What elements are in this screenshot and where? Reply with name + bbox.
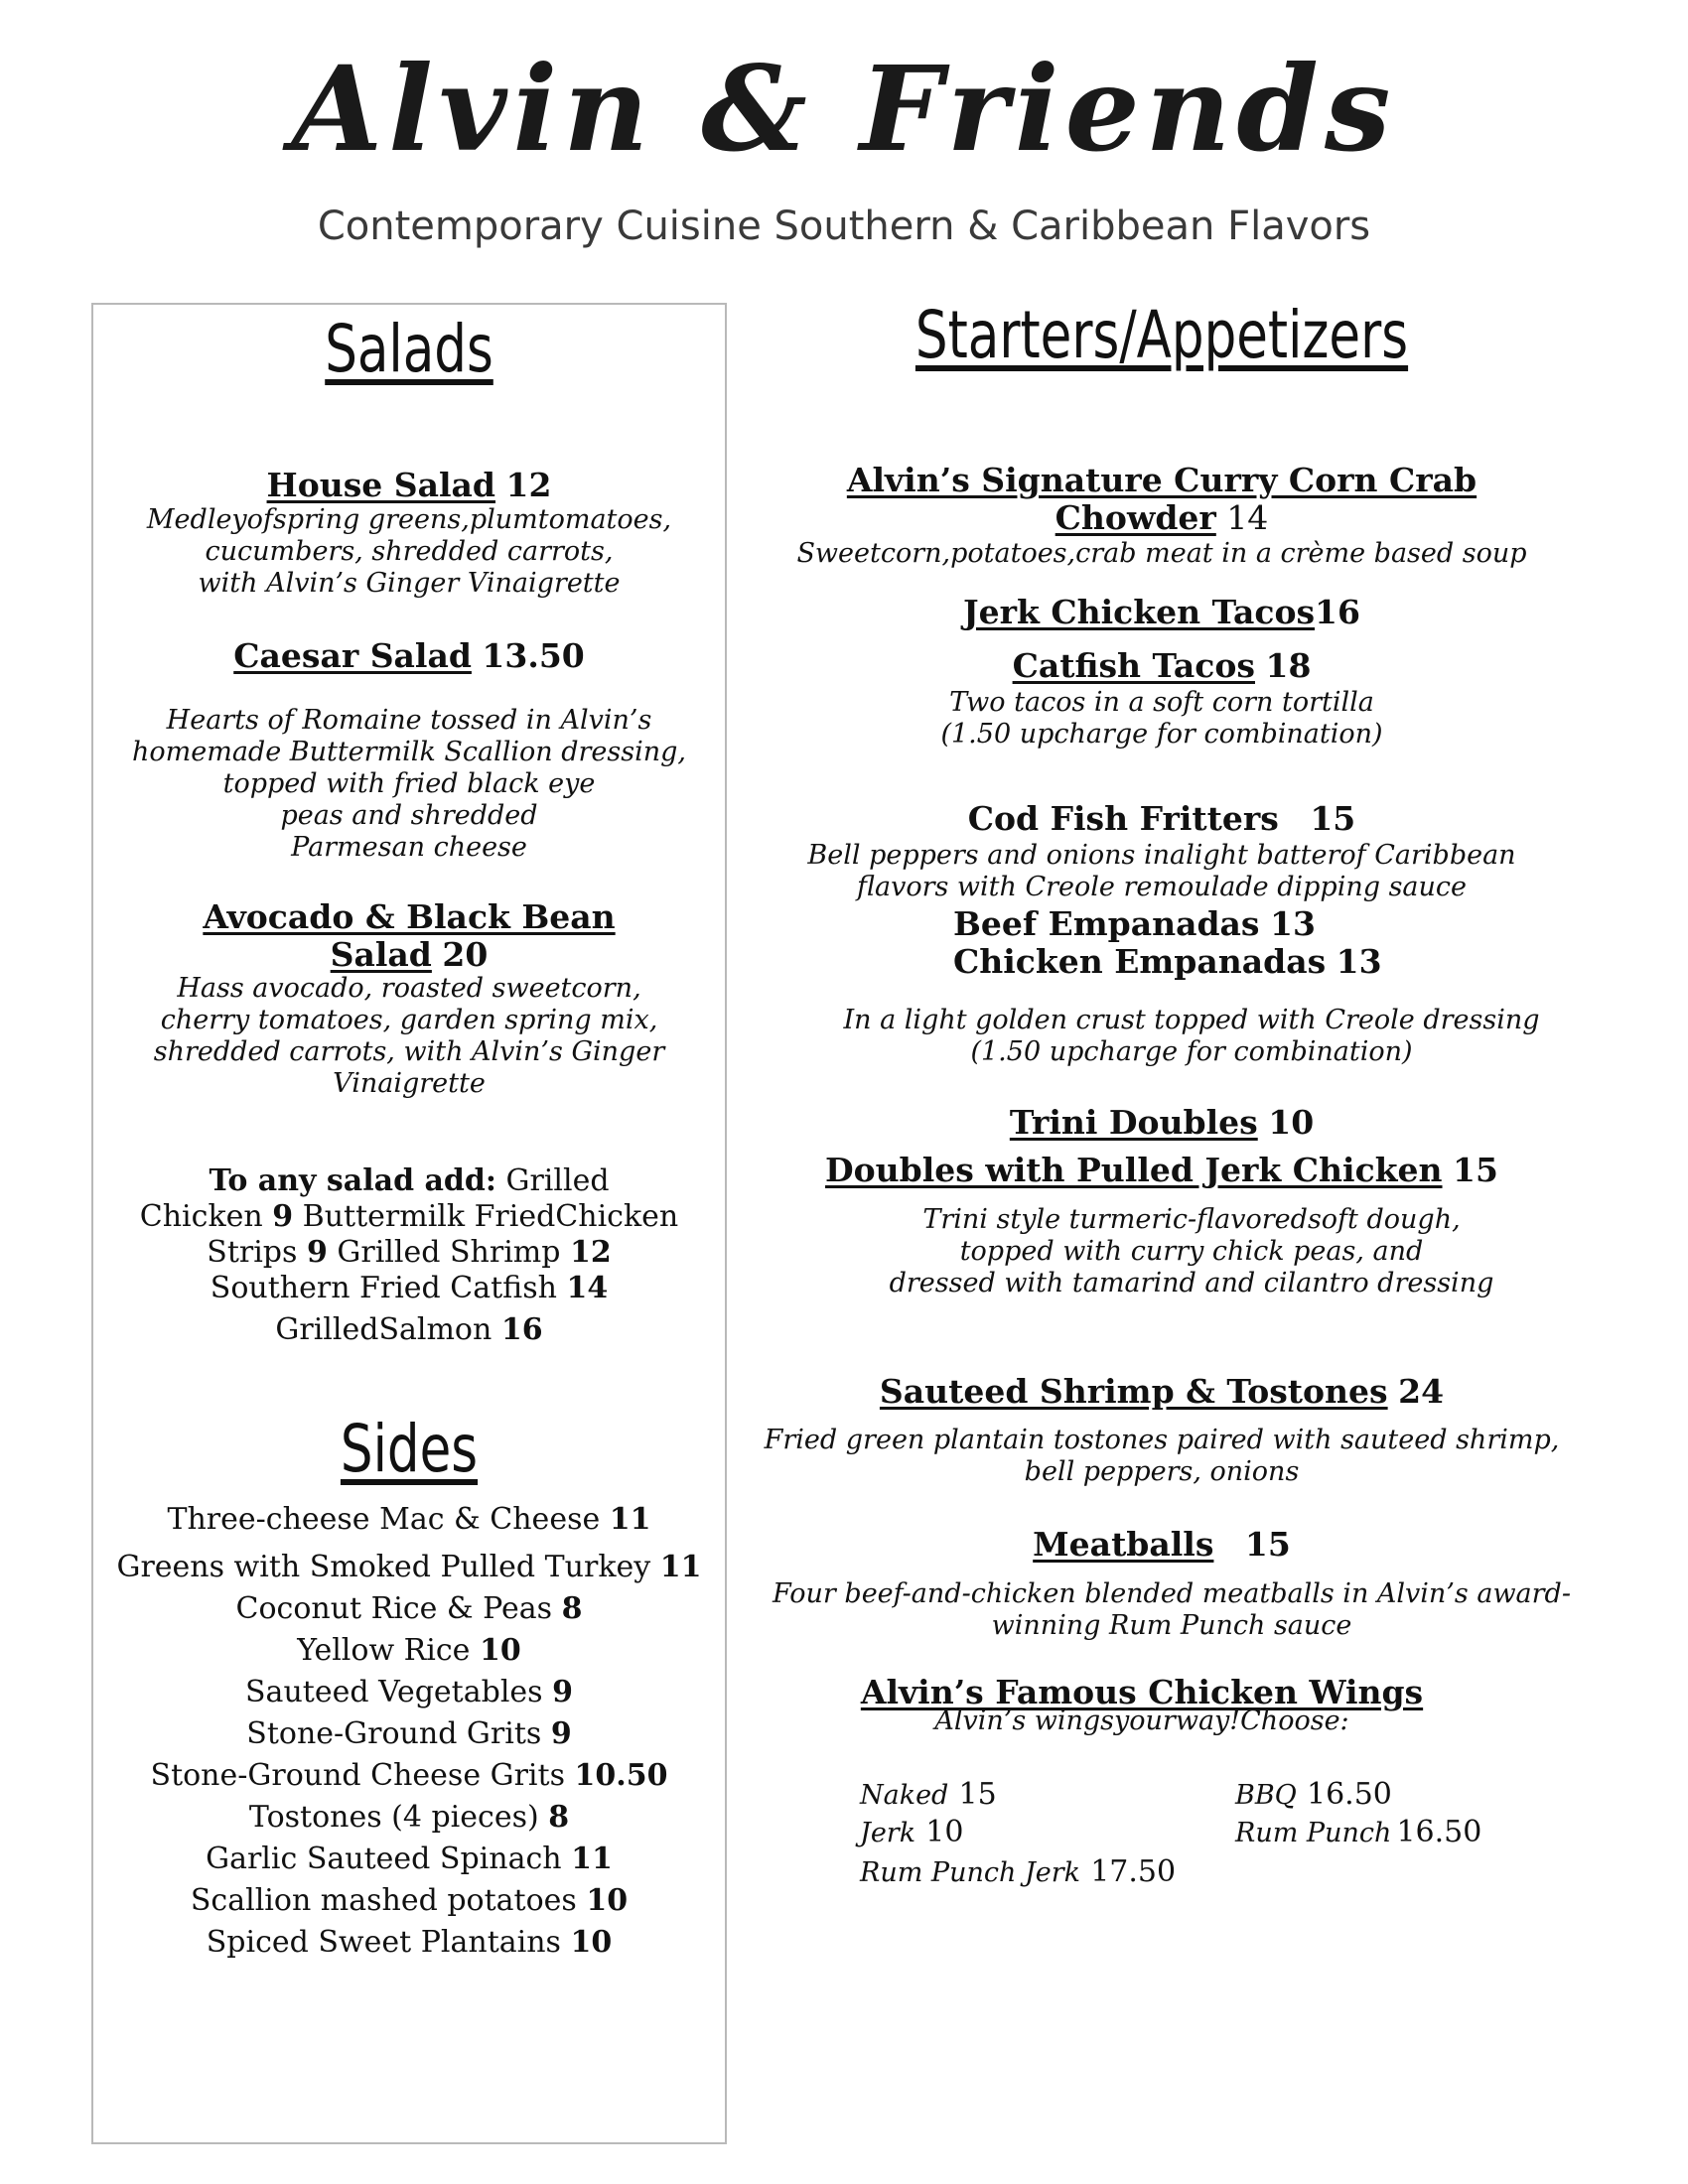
shrimp-title — [755, 1373, 1569, 1411]
caesar-salad-title — [91, 637, 727, 675]
desc-line: Parmesan cheese — [291, 832, 527, 863]
item-name: Doubles with Pulled Jerk Chicken — [825, 1151, 1443, 1189]
fritters-desc — [755, 840, 1569, 903]
doubles-title — [755, 1104, 1569, 1142]
desc-line: In a light golden crust topped with Creole dressing — [843, 1005, 1540, 1035]
desc-line: (1.50 upcharge for combination) — [970, 1036, 1413, 1067]
addon-price: 14 — [566, 1271, 609, 1305]
desc-line: topped with fried black eye — [222, 768, 596, 799]
wing-option: BBQ 16.50 — [1235, 1777, 1392, 1812]
wing-option: Naked 15 — [860, 1777, 997, 1812]
item-name: House Salad — [266, 466, 495, 504]
item-price: 24 — [1398, 1372, 1445, 1411]
house-salad-desc — [91, 504, 727, 600]
list-item: Tostones (4 pieces) 8 — [248, 1800, 570, 1835]
addon-text: Chicken — [139, 1199, 263, 1234]
desc-line: bell peppers, onions — [1024, 1456, 1300, 1487]
wing-option: Rum Punch 16.50 — [1235, 1815, 1482, 1849]
catfish-tacos-desc — [755, 687, 1569, 751]
desc-line: Two tacos in a soft corn tortilla — [949, 687, 1374, 718]
sides-list — [91, 1499, 727, 1964]
addon-price: 9 — [272, 1199, 294, 1234]
house-salad-title — [91, 467, 727, 504]
item-name-line1: Alvin’s Signature Curry Corn Crab — [846, 461, 1477, 499]
wing-option: Rum Punch Jerk 17.50 — [860, 1854, 1177, 1889]
desc-line: with Alvin’s Ginger Vinaigrette — [198, 568, 621, 599]
item-name-line1: Avocado & Black Bean — [203, 897, 616, 936]
desc-line: flavors with Creole remoulade dipping sauce — [856, 872, 1468, 902]
desc-line: Hearts of Romaine tossed in Alvin’s — [166, 705, 652, 736]
desc-line: winning Rum Punch sauce — [991, 1610, 1352, 1641]
addons-line — [91, 1271, 727, 1306]
item-price: 15 — [1310, 799, 1356, 838]
empanadas-desc — [784, 1005, 1599, 1068]
jerk-tacos-title — [755, 594, 1569, 631]
item-name: Jerk Chicken Tacos — [963, 593, 1316, 631]
addon-text: GrilledSalmon — [275, 1312, 492, 1347]
addon-text: Grilled — [505, 1163, 610, 1198]
item-price: 13 — [1336, 942, 1382, 981]
desc-line: Fried green plantain tostones paired with sauteed shrimp, — [764, 1425, 1560, 1455]
addon-text: Strips — [207, 1235, 298, 1270]
list-item: Scallion mashed potatoes 10 — [190, 1883, 629, 1918]
wing-option: Jerk 10 — [860, 1815, 964, 1849]
addons-label: To any salad add: — [209, 1163, 496, 1198]
item-name: Meatballs — [1033, 1525, 1214, 1564]
starters-heading: Starters/Appetizers — [914, 297, 1409, 373]
item-price: 16 — [1315, 593, 1360, 631]
addon-price: 9 — [306, 1235, 328, 1270]
chowder-title — [755, 462, 1569, 537]
empanadas-titles — [953, 905, 1450, 981]
desc-line: Medleyofspring greens,plumtomatoes, — [146, 504, 672, 535]
desc-line: cherry tomatoes, garden spring mix, — [160, 1005, 658, 1035]
item-name: Sauteed Shrimp & Tostones — [879, 1372, 1388, 1411]
list-item: Spiced Sweet Plantains 10 — [206, 1925, 613, 1960]
doubles-desc — [784, 1204, 1599, 1299]
list-item: Stone-Ground Grits 9 — [246, 1716, 572, 1751]
item-name: Caesar Salad — [233, 636, 472, 675]
desc-line: (1.50 upcharge for combination) — [940, 719, 1383, 750]
item-name: Cod Fish Fritters — [967, 799, 1279, 838]
item-price: 12 — [505, 466, 552, 504]
shrimp-desc — [755, 1425, 1569, 1488]
desc-line: topped with curry chick peas, and — [959, 1236, 1424, 1267]
desc-line: homemade Buttermilk Scallion dressing, — [131, 737, 687, 767]
meatballs-title — [755, 1526, 1569, 1564]
item-price: 15 — [1244, 1525, 1291, 1564]
item-name: Beef Empanadas — [953, 904, 1260, 943]
item-price: 13.50 — [482, 636, 585, 675]
item-price: 18 — [1265, 646, 1312, 685]
addon-text: Grilled Shrimp — [337, 1235, 561, 1270]
item-price: 20 — [442, 935, 489, 974]
avocado-salad-title — [91, 898, 727, 974]
list-item: Coconut Rice & Peas 8 — [235, 1591, 583, 1626]
item-name: Alvin’s Famous Chicken Wings — [860, 1673, 1424, 1711]
desc-line: Trini style turmeric-flavoredsoft dough, — [922, 1204, 1461, 1235]
desc-line: dressed with tamarind and cilantro dressing — [889, 1268, 1494, 1298]
item-name: Catfish Tacos — [1012, 646, 1255, 685]
restaurant-logo: Alvin & Friends — [291, 40, 1397, 178]
list-item: Sauteed Vegetables 9 — [245, 1675, 573, 1709]
addon-text: Southern Fried Catfish — [210, 1271, 557, 1305]
addons-line — [91, 1312, 727, 1348]
item-price: 15 — [1453, 1151, 1498, 1189]
list-item: Garlic Sauteed Spinach 11 — [206, 1842, 613, 1876]
doubles-jerk-title — [755, 1152, 1569, 1189]
salads-heading: Salads — [325, 311, 493, 387]
list-item: Stone-Ground Cheese Grits 10.50 — [150, 1758, 668, 1793]
item-price: 14 — [1226, 498, 1269, 537]
addon-text: Buttermilk FriedChicken — [302, 1199, 679, 1234]
item-name: Trini Doubles — [1009, 1103, 1258, 1142]
meatballs-desc — [755, 1578, 1589, 1642]
desc-line: peas and shredded — [280, 800, 538, 831]
wings-subtitle: Alvin’s wingsyourway!Choose: — [934, 1706, 1349, 1736]
item-name-line2: Salad — [330, 935, 432, 974]
list-item: Yellow Rice 10 — [297, 1633, 521, 1668]
addons-line — [91, 1235, 727, 1271]
addons-line — [91, 1163, 727, 1199]
desc-line: cucumbers, shredded carrots, — [205, 536, 614, 567]
addon-price: 12 — [569, 1235, 612, 1270]
desc-line: shredded carrots, with Alvin’s Ginger — [153, 1036, 665, 1067]
addons-line — [91, 1199, 727, 1235]
item-price: 13 — [1270, 904, 1316, 943]
list-item: Greens with Smoked Pulled Turkey 11 — [116, 1550, 702, 1584]
sides-heading: Sides — [340, 1411, 479, 1487]
addon-price: 16 — [500, 1312, 543, 1347]
item-name: Chicken Empanadas — [953, 942, 1327, 981]
item-name-line2: Chowder — [1055, 498, 1216, 537]
desc-line: Bell peppers and onions inalight batterof Caribbean — [807, 840, 1516, 871]
chowder-desc: Sweetcorn,potatoes,crab meat in a crème based soup — [796, 538, 1527, 569]
item-price: 10 — [1268, 1103, 1315, 1142]
wings-options — [860, 1777, 1535, 1906]
desc-line: Four beef-and-chicken blended meatballs in Alvin’s award- — [773, 1578, 1571, 1609]
desc-line: Hass avocado, roasted sweetcorn, — [177, 973, 641, 1004]
list-item: Three-cheese Mac & Cheese 11 — [167, 1502, 651, 1537]
catfish-tacos-title — [755, 647, 1569, 685]
tagline: Contemporary Cuisine Southern & Caribbean Flavors — [317, 204, 1371, 249]
caesar-salad-desc — [91, 705, 727, 864]
desc-line: Vinaigrette — [333, 1068, 486, 1099]
avocado-salad-desc — [91, 973, 727, 1100]
salad-addons — [91, 1163, 727, 1348]
fritters-title — [755, 800, 1569, 838]
